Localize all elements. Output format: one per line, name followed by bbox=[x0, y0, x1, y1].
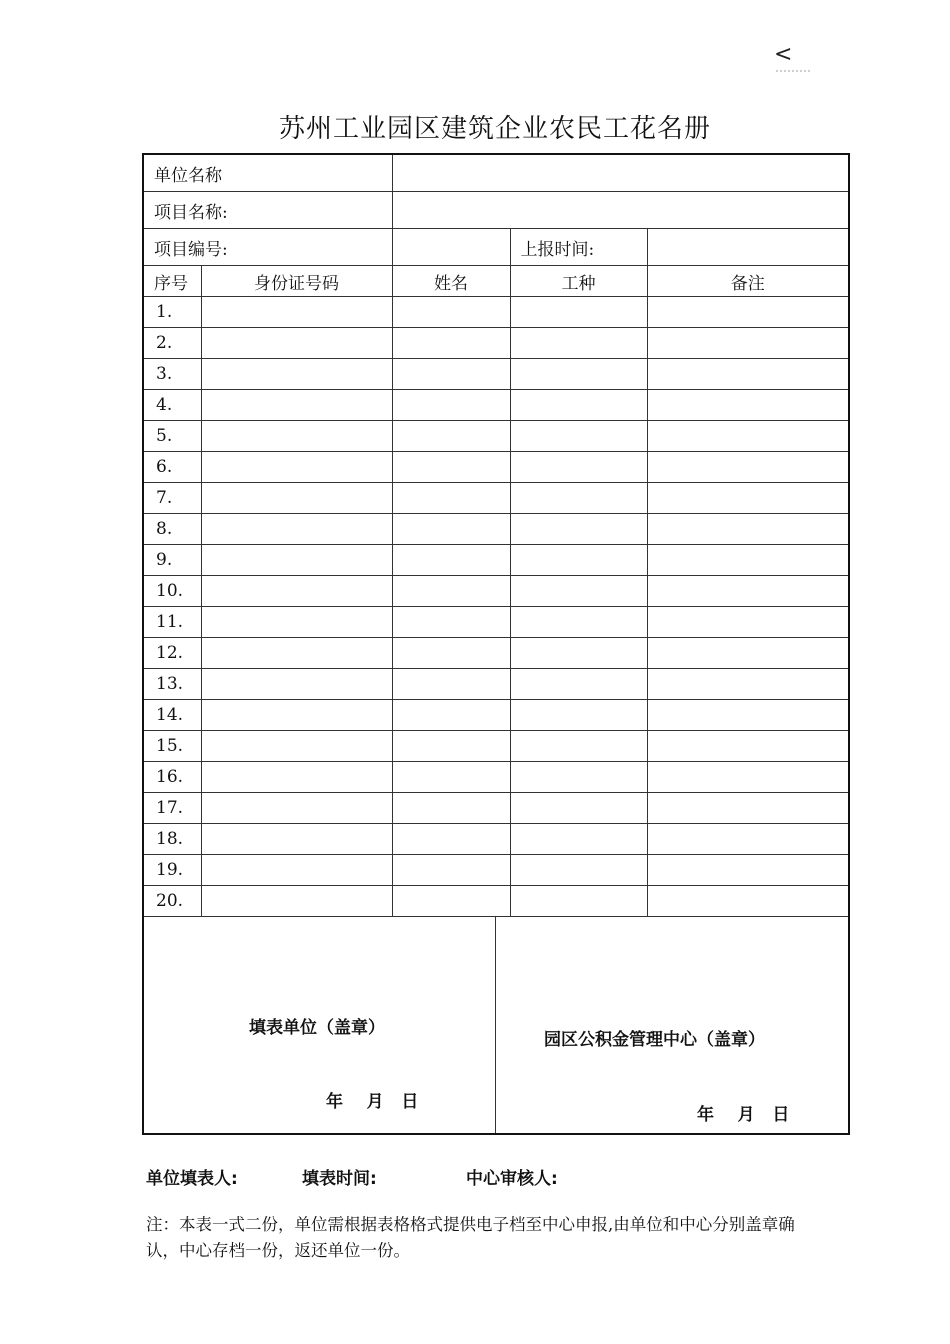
name-cell[interactable] bbox=[392, 576, 510, 607]
table-row bbox=[143, 607, 849, 638]
table-row bbox=[143, 452, 849, 483]
table-row bbox=[143, 421, 849, 452]
row-number: 8. bbox=[143, 514, 201, 545]
name-cell[interactable] bbox=[392, 390, 510, 421]
table-row bbox=[143, 669, 849, 700]
id-no-cell[interactable] bbox=[201, 731, 392, 762]
table-row bbox=[143, 390, 849, 421]
name-cell[interactable] bbox=[392, 855, 510, 886]
remark-cell[interactable] bbox=[647, 390, 849, 421]
remark-cell[interactable] bbox=[647, 824, 849, 855]
name-cell[interactable] bbox=[392, 452, 510, 483]
id-no-cell[interactable] bbox=[201, 390, 392, 421]
job-cell[interactable] bbox=[510, 762, 647, 793]
job-cell[interactable] bbox=[510, 638, 647, 669]
job-cell[interactable] bbox=[510, 700, 647, 731]
remark-cell[interactable] bbox=[647, 483, 849, 514]
id-no-cell[interactable] bbox=[201, 886, 392, 917]
report-time-label: 上报时间: bbox=[510, 229, 647, 266]
table-row bbox=[143, 855, 849, 886]
remark-cell[interactable] bbox=[647, 421, 849, 452]
id-no-cell[interactable] bbox=[201, 452, 392, 483]
id-no-cell[interactable] bbox=[201, 824, 392, 855]
header-name: 姓名 bbox=[392, 266, 510, 297]
project-no-field[interactable] bbox=[392, 229, 510, 266]
job-cell[interactable] bbox=[510, 514, 647, 545]
row-number: 1. bbox=[143, 297, 201, 328]
row-number: 2. bbox=[143, 328, 201, 359]
id-no-cell[interactable] bbox=[201, 762, 392, 793]
report-time-field[interactable] bbox=[647, 229, 849, 266]
name-cell[interactable] bbox=[392, 762, 510, 793]
table-row bbox=[143, 731, 849, 762]
name-cell[interactable] bbox=[392, 824, 510, 855]
job-cell[interactable] bbox=[510, 824, 647, 855]
remark-cell[interactable] bbox=[647, 514, 849, 545]
row-number: 3. bbox=[143, 359, 201, 390]
reviewer-label: 中心审核人: bbox=[466, 1169, 558, 1189]
remark-cell[interactable] bbox=[647, 359, 849, 390]
row-number: 4. bbox=[143, 390, 201, 421]
id-no-cell[interactable] bbox=[201, 359, 392, 390]
unit-name-field[interactable] bbox=[392, 154, 849, 192]
corner-mark: < bbox=[774, 42, 793, 67]
table-row bbox=[143, 576, 849, 607]
id-no-cell[interactable] bbox=[201, 514, 392, 545]
row-number: 10. bbox=[143, 576, 201, 607]
table-row bbox=[143, 483, 849, 514]
job-cell[interactable] bbox=[510, 545, 647, 576]
row-number: 16. bbox=[143, 762, 201, 793]
name-cell[interactable] bbox=[392, 607, 510, 638]
job-cell[interactable] bbox=[510, 669, 647, 700]
unit-name-label: 单位名称 bbox=[143, 154, 392, 192]
id-no-cell[interactable] bbox=[201, 607, 392, 638]
sign-divider bbox=[495, 917, 496, 1133]
table-row bbox=[143, 514, 849, 545]
remark-cell[interactable] bbox=[647, 855, 849, 886]
id-no-cell[interactable] bbox=[201, 483, 392, 514]
remark-cell[interactable] bbox=[647, 886, 849, 917]
note-text: 注：本表一式二份，单位需根据表格格式提供电子档至中心申报,由单位和中心分别盖章确认，中心存档一份，返还单位一份。 bbox=[146, 1215, 795, 1260]
name-cell[interactable] bbox=[392, 669, 510, 700]
table-row bbox=[143, 638, 849, 669]
row-number: 5. bbox=[143, 421, 201, 452]
remark-cell[interactable] bbox=[647, 793, 849, 824]
left-sign-date: 年 月 日 bbox=[326, 1092, 419, 1112]
remark-cell[interactable] bbox=[647, 545, 849, 576]
remark-cell[interactable] bbox=[647, 700, 849, 731]
job-cell[interactable] bbox=[510, 855, 647, 886]
remark-cell[interactable] bbox=[647, 638, 849, 669]
name-cell[interactable] bbox=[392, 483, 510, 514]
row-number: 19. bbox=[143, 855, 201, 886]
row-number: 11. bbox=[143, 607, 201, 638]
table-row bbox=[143, 824, 849, 855]
table-row bbox=[143, 762, 849, 793]
table-row bbox=[143, 297, 849, 328]
table-row bbox=[143, 700, 849, 731]
project-name-field[interactable] bbox=[392, 192, 849, 229]
left-sign-title: 填表单位（盖章） bbox=[249, 1018, 385, 1038]
name-cell[interactable] bbox=[392, 514, 510, 545]
job-cell[interactable] bbox=[510, 483, 647, 514]
name-cell[interactable] bbox=[392, 638, 510, 669]
name-cell[interactable] bbox=[392, 886, 510, 917]
page-title: 苏州工业园区建筑企业农民工花名册 bbox=[278, 114, 711, 144]
id-no-cell[interactable] bbox=[201, 855, 392, 886]
remark-cell[interactable] bbox=[647, 328, 849, 359]
table-row bbox=[143, 886, 849, 917]
id-no-cell[interactable] bbox=[201, 669, 392, 700]
remark-cell[interactable] bbox=[647, 669, 849, 700]
job-cell[interactable] bbox=[510, 359, 647, 390]
id-no-cell[interactable] bbox=[201, 638, 392, 669]
id-no-cell[interactable] bbox=[201, 576, 392, 607]
row-number: 17. bbox=[143, 793, 201, 824]
name-cell[interactable] bbox=[392, 297, 510, 328]
job-cell[interactable] bbox=[510, 421, 647, 452]
corner-dots bbox=[776, 70, 810, 74]
name-cell[interactable] bbox=[392, 359, 510, 390]
name-cell[interactable] bbox=[392, 421, 510, 452]
row-number: 13. bbox=[143, 669, 201, 700]
name-cell[interactable] bbox=[392, 545, 510, 576]
row-number: 9. bbox=[143, 545, 201, 576]
remark-cell[interactable] bbox=[647, 607, 849, 638]
table-row bbox=[143, 545, 849, 576]
job-cell[interactable] bbox=[510, 886, 647, 917]
id-no-cell[interactable] bbox=[201, 421, 392, 452]
job-cell[interactable] bbox=[510, 452, 647, 483]
row-number: 20. bbox=[143, 886, 201, 917]
name-cell[interactable] bbox=[392, 700, 510, 731]
table-row bbox=[143, 328, 849, 359]
project-name-label: 项目名称: bbox=[143, 192, 392, 229]
table-row bbox=[143, 793, 849, 824]
job-cell[interactable] bbox=[510, 297, 647, 328]
remark-cell[interactable] bbox=[647, 452, 849, 483]
right-sign-title: 园区公积金管理中心（盖章） bbox=[544, 1030, 765, 1050]
job-cell[interactable] bbox=[510, 390, 647, 421]
roster-table bbox=[142, 153, 850, 1135]
header-remark: 备注 bbox=[647, 266, 849, 297]
id-no-cell[interactable] bbox=[201, 545, 392, 576]
id-no-cell[interactable] bbox=[201, 793, 392, 824]
table-row bbox=[143, 359, 849, 390]
row-number: 18. bbox=[143, 824, 201, 855]
name-cell[interactable] bbox=[392, 731, 510, 762]
job-cell[interactable] bbox=[510, 607, 647, 638]
id-no-cell[interactable] bbox=[201, 328, 392, 359]
id-no-cell[interactable] bbox=[201, 700, 392, 731]
remark-cell[interactable] bbox=[647, 576, 849, 607]
remark-cell[interactable] bbox=[647, 297, 849, 328]
row-number: 6. bbox=[143, 452, 201, 483]
name-cell[interactable] bbox=[392, 328, 510, 359]
remark-cell[interactable] bbox=[647, 762, 849, 793]
row-number: 12. bbox=[143, 638, 201, 669]
right-sign-date: 年 月 日 bbox=[697, 1105, 790, 1125]
job-cell[interactable] bbox=[510, 328, 647, 359]
fill-time-label: 填表时间: bbox=[302, 1169, 377, 1189]
name-cell[interactable] bbox=[392, 793, 510, 824]
row-number: 7. bbox=[143, 483, 201, 514]
job-cell[interactable] bbox=[510, 731, 647, 762]
header-job: 工种 bbox=[510, 266, 647, 297]
remark-cell[interactable] bbox=[647, 731, 849, 762]
project-no-label: 项目编号: bbox=[143, 229, 392, 266]
row-number: 14. bbox=[143, 700, 201, 731]
row-number: 15. bbox=[143, 731, 201, 762]
filler-label: 单位填表人: bbox=[146, 1169, 238, 1189]
job-cell[interactable] bbox=[510, 793, 647, 824]
header-seq: 序号 bbox=[143, 266, 201, 297]
header-id-no: 身份证号码 bbox=[201, 266, 392, 297]
id-no-cell[interactable] bbox=[201, 297, 392, 328]
job-cell[interactable] bbox=[510, 576, 647, 607]
